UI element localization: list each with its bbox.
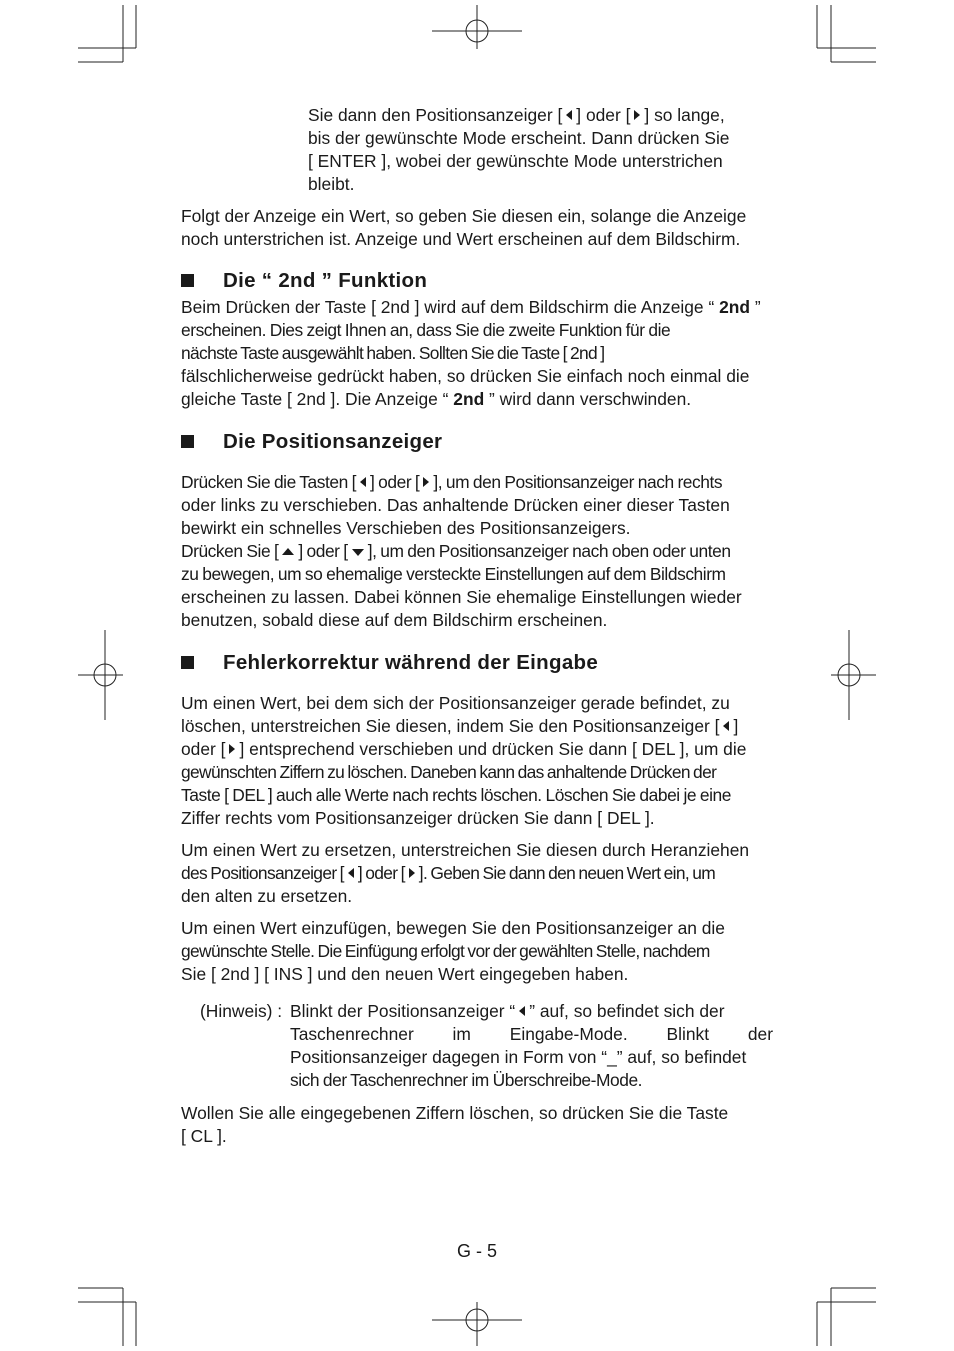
registration-mark-left <box>78 630 123 720</box>
square-bullet-icon <box>181 656 194 669</box>
error-p3-line-2: gewünschte Stelle. Die Einfügung erfolgt vor der gewählten Stelle, nachdem <box>181 941 710 961</box>
error-p1-line-5: Taste [ DEL ] auch alle Werte nach rechts löschen. Löschen Sie dabei je eine <box>181 785 731 805</box>
triangle-left-icon <box>519 1006 525 1016</box>
error-p1-line-1: Um einen Wert, bei dem sich der Positionsanzeiger gerade befindet, zu <box>181 693 730 713</box>
section-2nd-line-2: erscheinen. Dies zeigt Ihnen an, dass Sie die zweite Funktion für die <box>181 320 671 340</box>
triangle-left-icon <box>723 721 729 731</box>
error-p4-line-2: [ CL ]. <box>181 1126 227 1146</box>
intro-line-2: bis der gewünschte Mode erscheint. Dann drücken Sie <box>308 128 730 148</box>
error-p3-line-3: Sie [ 2nd ] [ INS ] und den neuen Wert eingegeben haben. <box>181 964 629 984</box>
note-line-4: sich der Taschenrechner im Überschreibe-Mode. <box>290 1070 643 1090</box>
followup-paragraph <box>181 205 773 251</box>
error-p3-line-1: Um einen Wert einzufügen, bewegen Sie den Positionsanzeiger an die <box>181 918 725 938</box>
triangle-right-icon <box>229 744 235 754</box>
page-number: G - 5 <box>456 1241 497 1261</box>
square-bullet-icon <box>181 435 194 448</box>
triangle-down-icon <box>352 549 364 556</box>
triangle-right-icon <box>634 110 640 120</box>
intro-line-3: [ ENTER ], wobei der gewünschte Mode unterstrichen <box>308 151 723 171</box>
section-cursor-line-7: benutzen, sobald diese auf dem Bildschirm erscheinen. <box>181 610 608 630</box>
error-p2-line-1: Um einen Wert zu ersetzen, unterstreichen Sie diesen durch Heranziehen <box>181 840 750 860</box>
error-p2-line-3: den alten zu ersetzen. <box>181 886 353 906</box>
note-body <box>290 1000 773 1092</box>
section-heading-2nd: Die “ 2nd ” Funktion <box>181 269 427 293</box>
section-heading-error-correction: Fehlerkorrektur während der Eingabe <box>181 651 598 675</box>
section-cursor-line-2: oder links zu verschieben. Das anhaltende Drücken einer dieser Tasten <box>181 495 730 515</box>
section-2nd-paragraph <box>181 296 773 411</box>
error-p1-line-6: Ziffer rechts vom Positionsanzeiger drücken Sie dann [ DEL ]. <box>181 808 655 828</box>
intro-line-4: bleibt. <box>308 174 355 194</box>
error-paragraph-3 <box>181 917 773 986</box>
section-2nd-line-1: Beim Drücken der Taste [ 2nd ] wird auf dem Bildschirm die Anzeige “ 2nd ” <box>181 297 761 317</box>
error-paragraph-2 <box>181 839 773 908</box>
intro-line-1: Sie dann den Positionsanzeiger [ ] oder [ ] so lange, <box>308 105 725 125</box>
note-line-1: Blinkt der Positionsanzeiger “ ” auf, so befindet sich der <box>290 1001 725 1021</box>
square-bullet-icon <box>181 274 194 287</box>
section-cursor-line-4: Drücken Sie [ ] oder [ ], um den Positionsanzeiger nach oben oder unten <box>181 541 731 561</box>
error-p2-line-2: des Positionsanzeiger [ ] oder [ ]. Geben Sie dann den neuen Wert ein, um <box>181 863 716 883</box>
section-heading-cursor: Die Positionsanzeiger <box>181 430 442 454</box>
note-label: (Hinweis) : <box>200 1001 283 1021</box>
section-cursor-line-5: zu bewegen, um so ehemalige versteckte Einstellungen auf dem Bildschirm <box>181 564 726 584</box>
triangle-right-icon <box>409 868 415 878</box>
section-2nd-line-4: fälschlicherweise gedrückt haben, so drücken Sie einfach noch einmal die <box>181 366 750 386</box>
triangle-up-icon <box>282 548 294 555</box>
section-2nd-line-5: gleiche Taste [ 2nd ]. Die Anzeige “ 2nd ” wird dann verschwinden. <box>181 389 692 409</box>
error-paragraph-4 <box>181 1102 773 1148</box>
error-p1-line-3: oder [ ] entsprechend verschieben und drücken Sie dann [ DEL ], um die <box>181 739 747 759</box>
triangle-left-icon <box>348 868 354 878</box>
section-cursor-line-6: erscheinen zu lassen. Dabei können Sie ehemalige Einstellungen wieder <box>181 587 742 607</box>
followup-line-2: noch unterstrichen ist. Anzeige und Wert erscheinen auf dem Bildschirm. <box>181 229 741 249</box>
error-p1-line-2: löschen, unterstreichen Sie diesen, indem Sie den Positionsanzeiger [ ] <box>181 716 739 736</box>
section-cursor-paragraph <box>181 471 773 632</box>
note-line-3: Positionsanzeiger dagegen in Form von “_” auf, so befindet <box>290 1047 747 1067</box>
error-p4-line-1: Wollen Sie alle eingegebenen Ziffern löschen, so drücken Sie die Taste <box>181 1103 729 1123</box>
registration-mark-bottom <box>432 1302 522 1346</box>
error-p1-line-4: gewünschten Ziffern zu löschen. Daneben kann das anhaltende Drücken der <box>181 762 717 782</box>
triangle-left-icon <box>360 477 366 487</box>
registration-mark-top <box>432 5 522 49</box>
section-cursor-line-1: Drücken Sie die Tasten [ ] oder [ ], um den Positionsanzeiger nach rechts <box>181 472 723 492</box>
note-line-2: Taschenrechner im Eingabe-Mode. Blinkt der <box>290 1024 773 1044</box>
section-cursor-line-3: bewirkt ein schnelles Verschieben des Positionsanzeigers. <box>181 518 631 538</box>
error-paragraph-1 <box>181 692 773 830</box>
registration-mark-right <box>831 630 876 720</box>
intro-paragraph <box>308 104 768 196</box>
triangle-left-icon <box>566 110 572 120</box>
section-2nd-line-3: nächste Taste ausgewählt haben. Sollten Sie die Taste [ 2nd ] <box>181 343 605 363</box>
triangle-right-icon <box>423 477 429 487</box>
followup-line-1: Folgt der Anzeige ein Wert, so geben Sie diesen ein, solange die Anzeige <box>181 206 747 226</box>
